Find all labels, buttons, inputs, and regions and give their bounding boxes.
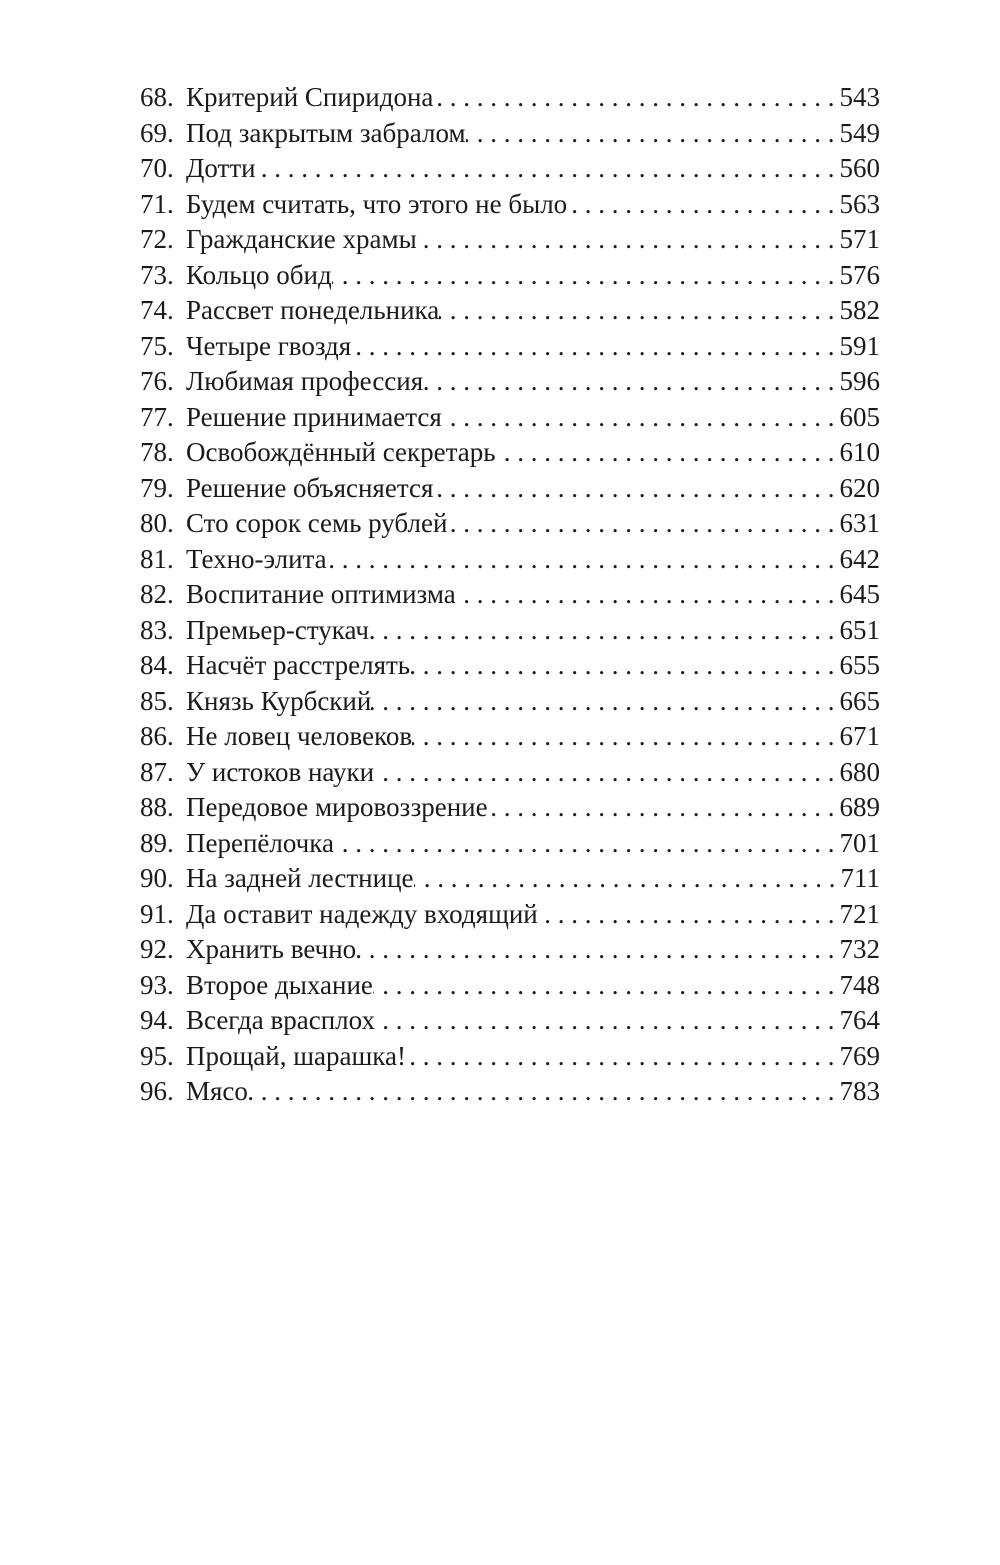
page-number: 689 xyxy=(839,792,880,822)
page-number: 711 xyxy=(840,863,880,893)
page-number: 571 xyxy=(839,224,880,254)
page-number: 610 xyxy=(839,437,880,467)
chapter-title: Рассвет понедельника xyxy=(186,295,440,325)
toc-entry xyxy=(140,932,880,968)
page-number: 549 xyxy=(839,117,880,148)
chapter-number: 85. xyxy=(140,685,174,716)
chapter-number: 81. xyxy=(140,543,174,574)
toc-entry xyxy=(140,293,880,329)
dot-leader xyxy=(374,755,839,791)
toc-entry xyxy=(140,435,880,471)
page-number: 680 xyxy=(839,756,880,787)
dot-leader xyxy=(351,329,839,365)
page-number: 769 xyxy=(839,1040,880,1071)
toc-entry xyxy=(140,968,880,1004)
chapter-title: Насчёт расстрелять xyxy=(186,650,411,680)
toc-entry xyxy=(140,1074,880,1110)
chapter-title: Решение принимается xyxy=(186,401,442,432)
chapter-title: Кольцо обид xyxy=(186,259,332,290)
dot-leader xyxy=(334,826,840,862)
toc-entry xyxy=(140,861,880,897)
dot-leader xyxy=(466,116,840,152)
chapter-number: 82. xyxy=(140,579,174,609)
toc-entry xyxy=(140,684,880,720)
chapter-number: 83. xyxy=(140,614,174,645)
chapter-number: 94. xyxy=(140,1005,174,1035)
chapter-title: Будем считать, что этого не было xyxy=(186,188,568,219)
chapter-title: Под закрытым забралом xyxy=(186,117,466,148)
toc-entry xyxy=(140,826,880,862)
dot-leader xyxy=(442,400,840,436)
dot-leader xyxy=(256,151,840,187)
toc-entry xyxy=(140,471,880,507)
page-number: 783 xyxy=(839,1076,880,1106)
toc-entry xyxy=(140,116,880,152)
page-number: 543 xyxy=(839,82,880,112)
toc-entry xyxy=(140,719,880,755)
chapter-title: Сто сорок семь рублей xyxy=(186,508,448,538)
chapter-title: У истоков науки xyxy=(186,756,375,787)
chapter-title: Дотти xyxy=(186,153,256,183)
dot-leader xyxy=(248,1074,840,1110)
chapter-number: 80. xyxy=(140,508,174,538)
page-number: 748 xyxy=(839,969,880,1000)
chapter-number: 79. xyxy=(140,472,174,503)
chapter-title: Не ловец человеков xyxy=(186,721,413,751)
dot-leader xyxy=(332,258,840,294)
chapter-title: Прощай, шарашка! xyxy=(186,1040,406,1071)
toc-entry xyxy=(140,1039,880,1075)
chapter-number: 69. xyxy=(140,117,174,148)
dot-leader xyxy=(433,471,839,507)
chapter-title: Второе дыхание xyxy=(186,969,373,1000)
page-number: 671 xyxy=(839,721,880,751)
toc-entry xyxy=(140,790,880,826)
dot-leader xyxy=(488,790,840,826)
chapter-number: 89. xyxy=(140,827,174,858)
chapter-number: 84. xyxy=(140,650,174,680)
dot-leader xyxy=(433,80,839,116)
chapter-number: 86. xyxy=(140,721,174,751)
dot-leader xyxy=(369,613,840,649)
toc-entry xyxy=(140,648,880,684)
page-number: 605 xyxy=(839,401,880,432)
toc-entry xyxy=(140,1003,880,1039)
toc-entry xyxy=(140,897,880,933)
chapter-number: 72. xyxy=(140,224,174,254)
dot-leader xyxy=(356,932,839,968)
page-number: 721 xyxy=(839,898,880,929)
page-number: 631 xyxy=(839,508,880,538)
dot-leader xyxy=(423,364,839,400)
page-number: 764 xyxy=(839,1005,880,1035)
chapter-number: 74. xyxy=(140,295,174,325)
page-number: 655 xyxy=(839,650,880,680)
toc-entry xyxy=(140,613,880,649)
chapter-title: Критерий Спиридона xyxy=(186,82,434,112)
chapter-number: 95. xyxy=(140,1040,174,1071)
page-number: 620 xyxy=(839,472,880,503)
chapter-title: Князь Курбский xyxy=(186,685,372,716)
chapter-title: Перепёлочка xyxy=(186,827,334,858)
chapter-number: 68. xyxy=(140,82,174,112)
chapter-number: 92. xyxy=(140,934,174,964)
page-number: 582 xyxy=(839,295,880,325)
page-number: 665 xyxy=(839,685,880,716)
chapter-number: 87. xyxy=(140,756,174,787)
toc-entry xyxy=(140,151,880,187)
chapter-title: Техно-элита xyxy=(186,543,327,574)
page-number: 596 xyxy=(839,366,880,396)
dot-leader xyxy=(406,1039,840,1075)
dot-leader xyxy=(439,293,839,329)
page-number: 651 xyxy=(839,614,880,645)
chapter-title: Передовое мировоззрение xyxy=(186,792,488,822)
chapter-title: Воспитание оптимизма xyxy=(186,579,456,609)
chapter-title: Хранить вечно xyxy=(186,934,357,964)
chapter-number: 90. xyxy=(140,863,174,893)
toc-entry xyxy=(140,542,880,578)
toc-entry xyxy=(140,506,880,542)
dot-leader xyxy=(496,435,840,471)
chapter-title: Мясо xyxy=(186,1076,248,1106)
chapter-title: На задней лестнице xyxy=(186,863,414,893)
chapter-title: Освобождённый секретарь xyxy=(186,437,496,467)
dot-leader xyxy=(456,577,840,613)
toc-list xyxy=(140,80,880,1110)
dot-leader xyxy=(371,684,839,720)
dot-leader xyxy=(414,861,841,897)
chapter-title: Да оставит надежду входящий xyxy=(186,898,538,929)
dot-leader xyxy=(567,187,839,223)
chapter-title: Всегда врасплох xyxy=(186,1005,375,1035)
dot-leader xyxy=(447,506,839,542)
page-number: 563 xyxy=(839,188,880,219)
chapter-title: Премьер-стукач xyxy=(186,614,369,645)
dot-leader xyxy=(412,719,839,755)
chapter-number: 75. xyxy=(140,330,174,361)
dot-leader xyxy=(373,968,840,1004)
dot-leader xyxy=(327,542,840,578)
chapter-title: Любимая профессия xyxy=(186,366,424,396)
toc-entry xyxy=(140,364,880,400)
chapter-title: Решение объясняется xyxy=(186,472,434,503)
toc-entry xyxy=(140,755,880,791)
chapter-number: 77. xyxy=(140,401,174,432)
toc-entry xyxy=(140,187,880,223)
page-number: 732 xyxy=(839,934,880,964)
page-number: 701 xyxy=(839,827,880,858)
toc-entry xyxy=(140,80,880,116)
chapter-number: 71. xyxy=(140,188,174,219)
chapter-number: 73. xyxy=(140,259,174,290)
page-number: 642 xyxy=(839,543,880,574)
chapter-number: 88. xyxy=(140,792,174,822)
chapter-number: 91. xyxy=(140,898,174,929)
toc-entry xyxy=(140,329,880,365)
dot-leader xyxy=(417,222,840,258)
page-number: 560 xyxy=(839,153,880,183)
chapter-title: Гражданские храмы xyxy=(186,224,417,254)
chapter-number: 76. xyxy=(140,366,174,396)
page-number: 645 xyxy=(839,579,880,609)
dot-leader xyxy=(375,1003,840,1039)
chapter-number: 70. xyxy=(140,153,174,183)
toc-entry xyxy=(140,258,880,294)
chapter-number: 93. xyxy=(140,969,174,1000)
dot-leader xyxy=(538,897,840,933)
toc-entry xyxy=(140,222,880,258)
toc-entry xyxy=(140,400,880,436)
dot-leader xyxy=(410,648,839,684)
page-number: 576 xyxy=(839,259,880,290)
chapter-number: 96. xyxy=(140,1076,174,1106)
page-number: 591 xyxy=(839,330,880,361)
chapter-number: 78. xyxy=(140,437,174,467)
chapter-title: Четыре гвоздя xyxy=(186,330,352,361)
toc-entry xyxy=(140,577,880,613)
